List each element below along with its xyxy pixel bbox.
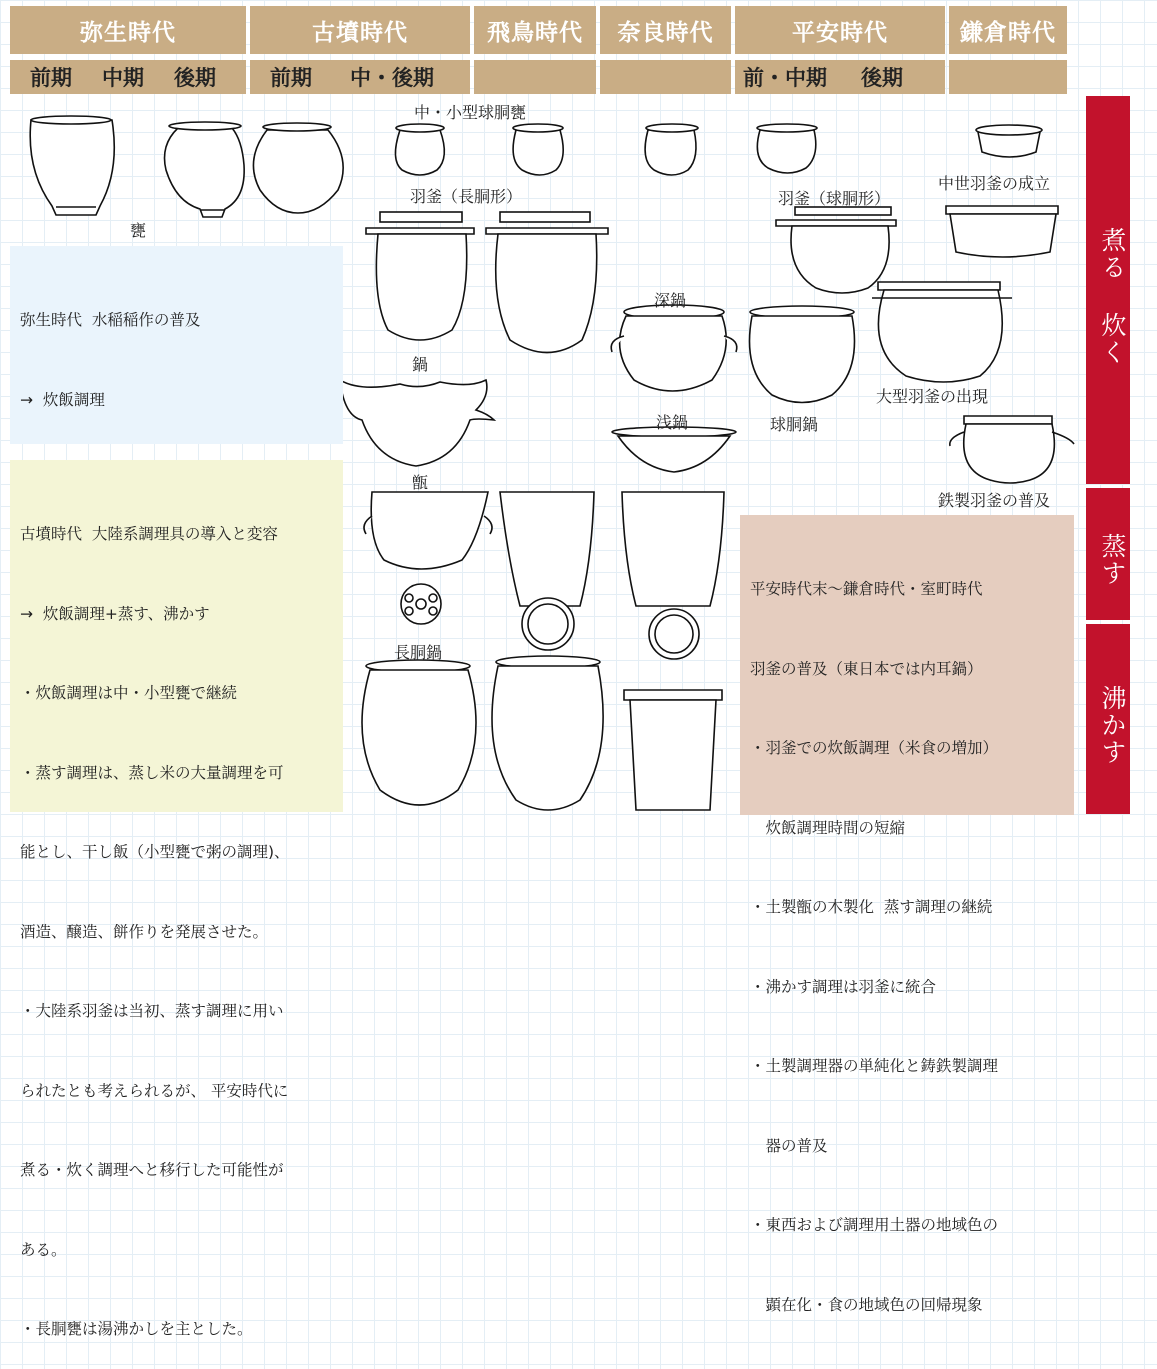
pot-hagama-round	[776, 207, 896, 293]
note-heian-line: 顕在化・食の地域色の回帰現象	[750, 1295, 983, 1314]
note-kofun-line: → 炊飯調理+蒸す、沸かす	[20, 604, 210, 623]
pot-koshiki-2	[500, 492, 594, 606]
pot-medieval-hagama	[946, 206, 1058, 257]
pot-koshiki-1	[364, 492, 492, 569]
subperiod-yayoi-middle: 中期	[102, 66, 144, 90]
label-kame: 甕	[130, 221, 147, 240]
note-kofun-line: ・炊飯調理は中・小型甕で継続	[20, 684, 238, 702]
pot-long-nara	[624, 690, 722, 810]
subperiod-kofun-midlate: 中・後期	[350, 66, 434, 90]
header-kamakura: 鎌倉時代	[949, 6, 1067, 54]
subperiod-yayoi-late: 後期	[174, 66, 216, 90]
pot-hagama-long-1	[366, 212, 474, 340]
pot-yayoi-middle	[165, 122, 245, 217]
note-heian-line: ・沸かす調理は羽釜に統合	[750, 977, 937, 996]
pot-long-kofun	[362, 660, 476, 805]
pot-small-heian	[757, 124, 817, 173]
subperiod-yayoi-early: 前期	[30, 66, 72, 90]
subperiod-kofun-early: 前期	[270, 66, 312, 90]
note-kofun-line: 酒造、醸造、餅作りを発展させた。	[20, 922, 269, 941]
note-kofun-line: られたとも考えられるが、 平安時代に	[20, 1081, 289, 1100]
label-long-pot: 長胴鍋	[394, 643, 443, 662]
note-heian-line: 羽釜の普及（東日本では内耳鍋）	[750, 659, 983, 678]
pot-long-asuka	[492, 656, 603, 810]
pot-small-kofun	[395, 124, 444, 175]
label-koshiki: 甑	[412, 473, 429, 492]
pot-hagama-long-2	[486, 212, 608, 353]
note-heian-line: ・土製甑の木製化 蒸す調理の継続	[750, 898, 993, 916]
note-yayoi-line: → 炊飯調理	[20, 390, 105, 409]
note-heian-line: ・東西および調理用土器の地域色の	[750, 1216, 999, 1234]
pot-medieval-hagama-small	[976, 125, 1042, 157]
note-yayoi	[10, 246, 343, 444]
label-deep-pot: 深鍋	[654, 291, 687, 310]
pot-small-asuka	[513, 124, 563, 175]
note-kofun-line: 能とし、干し飯（小型甕で粥の調理)、	[20, 843, 290, 861]
header-yayoi: 弥生時代	[10, 6, 246, 54]
pot-yayoi-late	[253, 123, 343, 213]
pot-iron-hagama	[950, 416, 1074, 483]
header-nara: 奈良時代	[600, 6, 731, 54]
method-heat: 沸かす	[1086, 624, 1130, 814]
pot-small-nara	[645, 124, 698, 175]
label-large-hagama: 大型羽釜の出現	[876, 387, 989, 406]
pot-large-hagama	[872, 282, 1012, 382]
label-iron-hagama: 鉄製羽釜の普及	[938, 491, 1051, 510]
method-steam: 蒸す	[1086, 488, 1130, 620]
note-heian-line: 平安時代末～鎌倉時代・室町時代	[750, 580, 983, 598]
label-hagama-long: 羽釜（長胴形）	[410, 187, 523, 206]
header-asuka: 飛鳥時代	[474, 6, 596, 54]
label-medieval-hagama: 中世羽釜の成立	[938, 174, 1051, 193]
label-small-round-kame: 中・小型球胴甕	[414, 103, 527, 122]
pot-round-heian	[750, 306, 855, 403]
subperiod-heian-earlymid: 前・中期	[743, 66, 827, 90]
note-kofun	[10, 460, 343, 1338]
note-heian-line: ・羽釜での炊飯調理（米食の増加）	[750, 739, 999, 757]
koshiki-base-2	[522, 598, 574, 650]
koshiki-base-3	[649, 609, 699, 659]
pot-yayoi-early	[30, 116, 114, 215]
note-heian-line: ・土製調理器の単純化と鋳鉄製調理	[750, 1057, 999, 1075]
note-heian	[740, 515, 1074, 1314]
pot-shallow	[612, 427, 736, 472]
pot-nabe	[340, 380, 494, 466]
method-boil-cook: 煮る 炊く	[1086, 96, 1130, 484]
note-kofun-line: ・大陸系羽釜は当初、蒸す調理に用い	[20, 1002, 284, 1020]
note-kofun-line: ・蒸す調理は、蒸し米の大量調理を可	[20, 763, 284, 782]
koshiki-base-1	[401, 584, 441, 624]
note-kofun-line: 煮る・炊く調理へと移行した可能性が	[20, 1161, 284, 1179]
pot-deep	[611, 305, 737, 391]
header-heian: 平安時代	[735, 6, 945, 54]
subperiod-heian-late: 後期	[861, 66, 903, 90]
note-kofun-line: ・長胴甕は湯沸かしを主とした。	[20, 1320, 253, 1338]
label-round-pot: 球胴鍋	[770, 415, 819, 434]
note-kofun-line: ある。	[20, 1240, 67, 1259]
label-shallow-pot: 浅鍋	[656, 413, 689, 432]
label-nabe: 鍋	[412, 355, 429, 374]
pot-koshiki-3	[622, 492, 724, 606]
header-kofun: 古墳時代	[250, 6, 470, 54]
note-heian-line: 器の普及	[750, 1136, 828, 1155]
label-hagama-round: 羽釜（球胴形）	[778, 189, 891, 208]
note-heian-line: 炊飯調理時間の短縮	[750, 818, 906, 837]
note-kofun-line: 古墳時代 大陸系調理具の導入と変容	[20, 525, 278, 543]
note-yayoi-line: 弥生時代 水稲稲作の普及	[20, 311, 201, 329]
